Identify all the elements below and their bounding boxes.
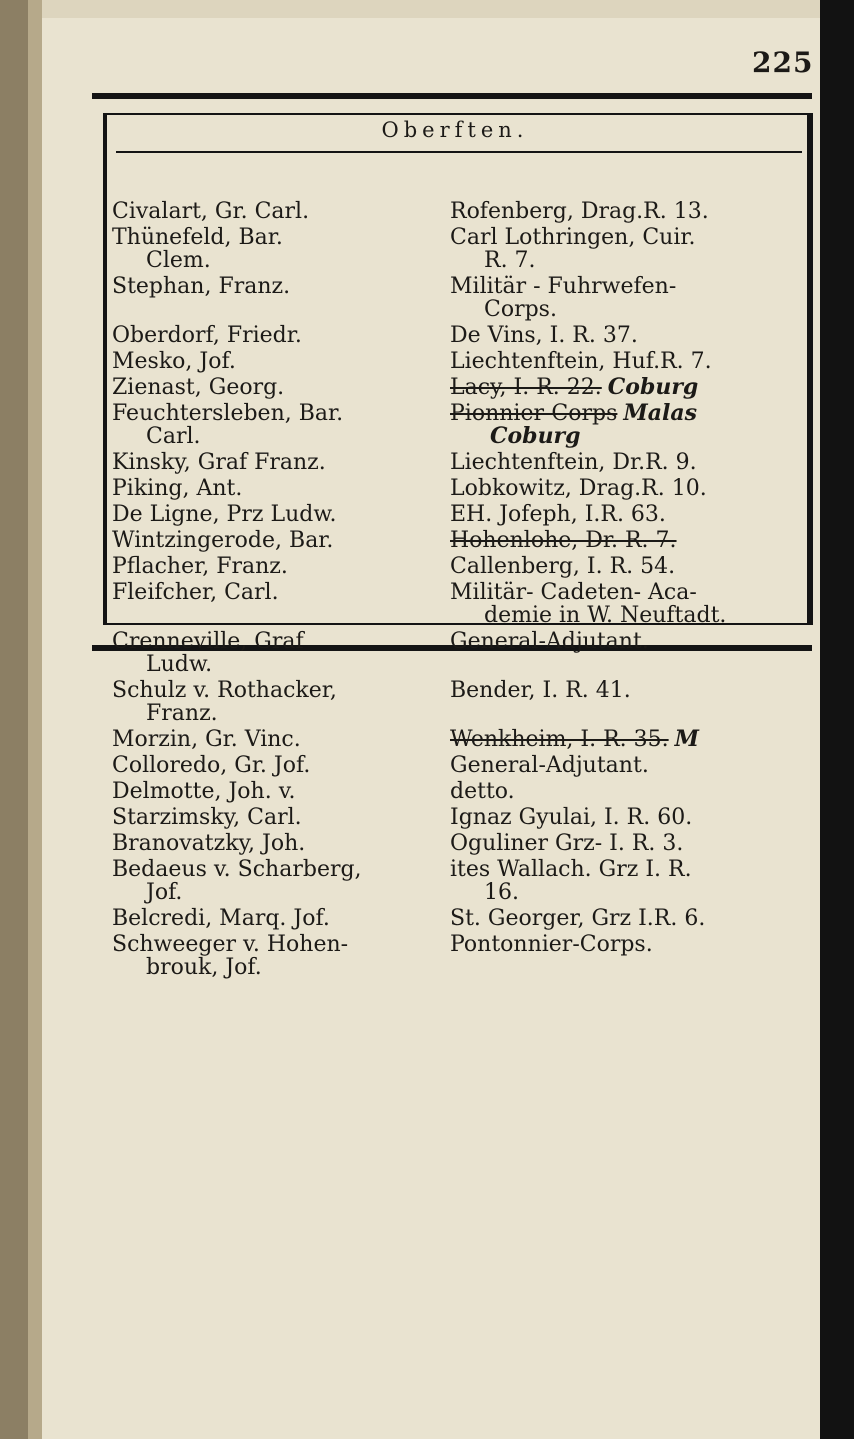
regiment-post (450, 907, 800, 930)
officer-entry (112, 477, 802, 500)
officer-name-line: Mesko, Jof. (112, 349, 236, 374)
officer-entry (112, 581, 802, 627)
scan-top-shade (42, 0, 820, 18)
officer-name-continuation: Jof. (146, 880, 183, 905)
officer-name (112, 858, 450, 904)
regiment-post-line: General-Adjutant. (450, 629, 649, 654)
regiment-post-continuation: 16. (484, 880, 519, 905)
page-number: 225 (752, 46, 814, 79)
regiment-post (450, 832, 800, 855)
officer-name-line: Belcredi, Marq. Jof. (112, 906, 330, 931)
officer-entry (112, 858, 802, 904)
scan-page-gutter (28, 0, 42, 1439)
regiment-post (450, 503, 800, 526)
regiment-post (450, 451, 800, 474)
regiment-post-line: Lobkowitz, Drag.R. 10. (450, 476, 707, 501)
handwritten-note-below: Coburg (490, 423, 581, 449)
regiment-post-line: St. Georger, Grz I.R. 6. (450, 906, 706, 931)
regiment-post (450, 630, 800, 653)
officer-name-line: Delmotte, Joh. v. (112, 779, 296, 804)
officer-name (112, 324, 450, 347)
officer-entry (112, 451, 802, 474)
officer-name-line: Morzin, Gr. Vinc. (112, 727, 301, 752)
officer-name-line: Starzimsky, Carl. (112, 805, 302, 830)
regiment-post-line: De Vins, I. R. 37. (450, 323, 638, 348)
regiment-post-line: General-Adjutant. (450, 753, 649, 778)
officer-entry (112, 350, 802, 373)
officer-entry (112, 907, 802, 930)
officer-name-continuation: Franz. (146, 701, 218, 726)
regiment-post (450, 754, 800, 777)
regiment-post-line: Pontonnier-Corps. (450, 932, 653, 957)
officer-entry (112, 529, 802, 552)
regiment-post-continuation: demie in W. Neuftadt. (484, 603, 727, 628)
officer-name-line: Stephan, Franz. (112, 274, 291, 299)
regiment-post (450, 728, 800, 751)
scan-right-edge (820, 0, 854, 1439)
officer-name (112, 529, 450, 552)
officer-name-line: Piking, Ant. (112, 476, 243, 501)
officer-name-line: Kinsky, Graf Franz. (112, 450, 326, 475)
regiment-post-line: Rofenberg, Drag.R. 13. (450, 199, 709, 224)
officer-name-continuation: Clem. (146, 248, 211, 273)
regiment-post-line: Lacy, I. R. 22. (450, 375, 602, 400)
handwritten-note: Malas (623, 400, 698, 426)
officer-name-line: Crenneville, Graf (112, 629, 304, 654)
regiment-post-line: Militär- Cadeten- Aca- (450, 580, 697, 605)
officer-name (112, 226, 450, 272)
regiment-post (450, 806, 800, 829)
officer-name-continuation: Carl. (146, 424, 201, 449)
regiment-post (450, 529, 800, 552)
regiment-post-line: Militär - Fuhrwefen- (450, 274, 677, 299)
regiment-post (450, 402, 800, 448)
officer-name (112, 728, 450, 751)
officer-name (112, 200, 450, 223)
officer-name (112, 503, 450, 526)
officer-name-line: Wintzingerode, Bar. (112, 528, 334, 553)
regiment-post-continuation: Corps. (484, 297, 557, 322)
officer-name-line: Bedaeus v. Scharberg, (112, 857, 362, 882)
officer-entry (112, 324, 802, 347)
regiment-post-line: detto. (450, 779, 515, 804)
regiment-post (450, 324, 800, 347)
regiment-post (450, 477, 800, 500)
officer-name (112, 350, 450, 373)
regiment-post (450, 555, 800, 578)
officer-entry (112, 503, 802, 526)
officer-entry (112, 728, 802, 751)
officer-name-line: Pflacher, Franz. (112, 554, 288, 579)
scan-left-margin (0, 0, 28, 1439)
regiment-post (450, 858, 800, 904)
section-title: Oberften. (381, 118, 529, 142)
officer-name-line: Schweeger v. Hohen- (112, 932, 349, 957)
officer-entry (112, 780, 802, 803)
officer-name (112, 275, 450, 298)
officer-entry (112, 555, 802, 578)
officer-entry (112, 679, 802, 725)
regiment-post-line: Pionnier-Corps (450, 401, 618, 426)
officer-entry (112, 200, 802, 223)
officer-list (112, 200, 802, 982)
officer-name (112, 376, 450, 399)
regiment-post-line: Liechtenftein, Dr.R. 9. (450, 450, 697, 475)
officer-entry (112, 832, 802, 855)
officer-entry (112, 275, 802, 321)
officer-name (112, 451, 450, 474)
regiment-post (450, 679, 800, 702)
handwritten-note: M (674, 726, 699, 752)
officer-entry (112, 806, 802, 829)
handwritten-note: Coburg (607, 374, 699, 400)
officer-name-line: Zienast, Georg. (112, 375, 285, 400)
officer-entry (112, 933, 802, 979)
officer-name-line: De Ligne, Prz Ludw. (112, 502, 337, 527)
regiment-post-line: Hohenlohe, Dr. R. 7. (450, 528, 677, 553)
regiment-post (450, 200, 800, 223)
officer-entry (112, 402, 802, 448)
regiment-post-line: EH. Jofeph, I.R. 63. (450, 502, 666, 527)
officer-name (112, 477, 450, 500)
regiment-post-line: Ignaz Gyulai, I. R. 60. (450, 805, 693, 830)
regiment-post (450, 275, 800, 321)
officer-name (112, 581, 450, 604)
officer-entry (112, 376, 802, 399)
officer-name-line: Schulz v. Rothacker, (112, 678, 337, 703)
officer-name-line: Oberdorf, Friedr. (112, 323, 302, 348)
regiment-post-line: Callenberg, I. R. 54. (450, 554, 676, 579)
officer-name (112, 832, 450, 855)
officer-name-continuation: Ludw. (146, 652, 213, 677)
regiment-post-continuation: R. 7. (484, 248, 536, 273)
officer-name-line: Feuchtersleben, Bar. (112, 401, 344, 426)
officer-entry (112, 754, 802, 777)
officer-entry (112, 226, 802, 272)
regiment-post-line: Carl Lothringen, Cuir. (450, 225, 696, 250)
regiment-post-line: Bender, I. R. 41. (450, 678, 631, 703)
regiment-post (450, 581, 800, 627)
officer-name-continuation: brouk, Jof. (146, 955, 262, 980)
officer-name (112, 754, 450, 777)
regiment-post (450, 376, 800, 399)
officer-name-line: Branovatzky, Joh. (112, 831, 306, 856)
officer-name (112, 402, 450, 448)
regiment-post (450, 350, 800, 373)
officer-entry (112, 630, 802, 676)
regiment-post (450, 933, 800, 956)
officer-name-line: Civalart, Gr. Carl. (112, 199, 310, 224)
officer-name (112, 806, 450, 829)
regiment-post-line: Wenkheim, I. R. 35. (450, 727, 669, 752)
officer-name-line: Colloredo, Gr. Jof. (112, 753, 311, 778)
regiment-post-line: Liechtenftein, Huf.R. 7. (450, 349, 712, 374)
officer-name (112, 630, 450, 676)
regiment-post (450, 226, 800, 272)
officer-name (112, 907, 450, 930)
officer-name (112, 780, 450, 803)
regiment-post-line: Oguliner Grz- I. R. 3. (450, 831, 684, 856)
regiment-post-line: ites Wallach. Grz I. R. (450, 857, 692, 882)
title-rule (116, 151, 802, 153)
officer-name-line: Thünefeld, Bar. (112, 225, 283, 250)
regiment-post (450, 780, 800, 803)
officer-name (112, 679, 450, 725)
officer-name (112, 933, 450, 979)
officer-name (112, 555, 450, 578)
officer-name-line: Fleifcher, Carl. (112, 580, 279, 605)
